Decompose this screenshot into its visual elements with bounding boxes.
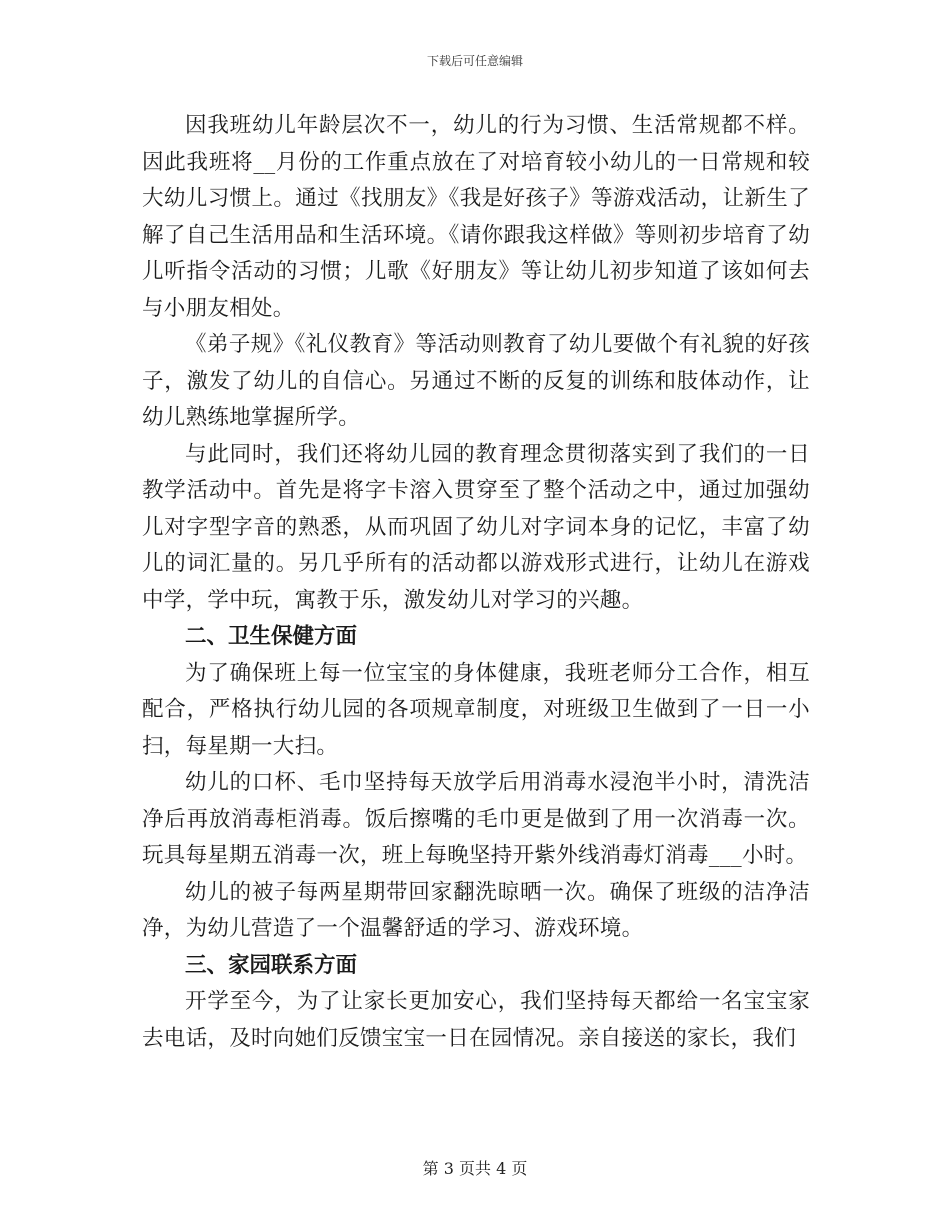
page-footer: 第 3 页共 4 页 [422,1159,528,1178]
paragraph-1: 因我班幼儿年龄层次不一，幼儿的行为习惯、生活常规都不样。因此我班将__月份的工作重点放在了对培育较小幼儿的一日常规和较大幼儿习惯上。通过《找朋友》《我是好孩子》等游戏活动，让新生了解了自己生活用品和生活环境。《请你跟我这样做》等则初步培育了幼儿听指令活动的习惯；儿歌《好朋友》等让幼儿初步知道了该如何去与小朋友相处。 [142,113,810,321]
paragraph-5: 幼儿的口杯、毛巾坚持每天放学后用消毒水浸泡半小时，清洗洁净后再放消毒柜消毒。饭后擦嘴的毛巾更是做到了用一次消毒一次。玩具每星期五消毒一次，班上每晚坚持开紫外线消毒灯消毒___小时。 [142,770,810,868]
section-heading-hygiene: 二、卫生保健方面 [185,624,358,649]
paragraph-4: 为了确保班上每一位宝宝的身体健康，我班老师分工合作，相互配合，严格执行幼儿园的各项规章制度，对班级卫生做到了一日一小扫，每星期一大扫。 [142,660,810,759]
page-header: 下载后可任意编辑 [426,54,523,68]
paragraph-2: 《弟子规》《礼仪教育》等活动则教育了幼儿要做个有礼貌的好孩子，激发了幼儿的自信心。另通过不断的反复的训练和肢体动作，让幼儿熟练地掌握所学。 [142,332,810,430]
document-body [142,108,810,1057]
paragraph-6: 幼儿的被子每两星期带回家翻洗晾晒一次。确保了班级的洁净洁净，为幼儿营造了一个温馨舒适的学习、游戏环境。 [142,879,810,941]
paragraph-3: 与此同时，我们还将幼儿园的教育理念贯彻落实到了我们的一日教学活动中。首先是将字卡溶入贯穿至了整个活动之中，通过加强幼儿对字型字音的熟悉，从而巩固了幼儿对字词本身的记忆，丰富了幼儿的词汇量的。另几乎所有的活动都以游戏形式进行，让幼儿在游戏中学，学中玩，寓教于乐，激发幼儿对学习的兴趣。 [142,441,810,613]
paragraph-7: 开学至今，为了让家长更加安心，我们坚持每天都给一名宝宝家去电话，及时向她们反馈宝宝一日在园情况。亲自接送的家长，我们 [142,989,810,1051]
section-heading-home-school: 三、家园联系方面 [185,952,358,978]
